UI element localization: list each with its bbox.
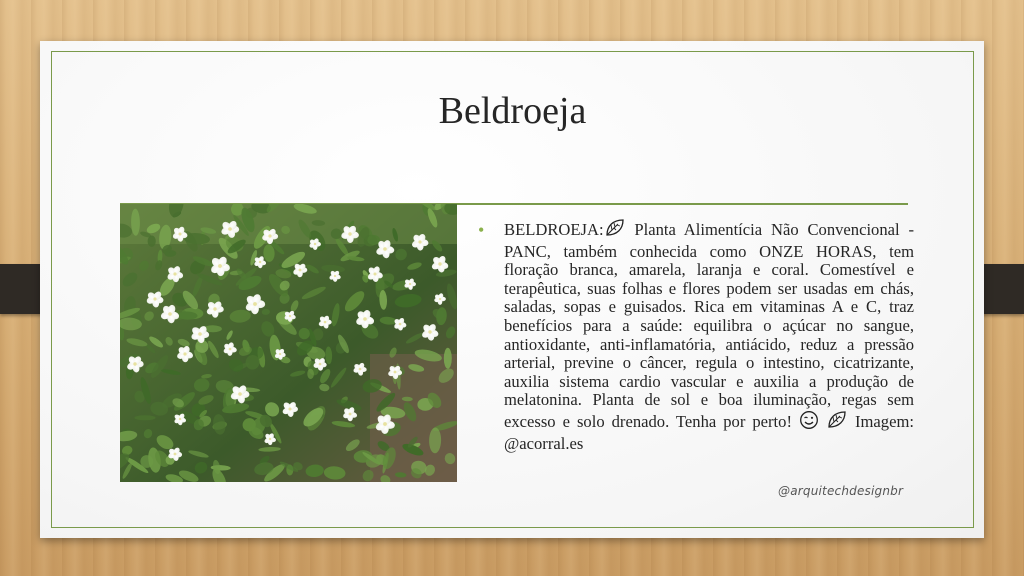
author-credit: @arquitechdesignbr	[778, 484, 904, 498]
slide-title: Beldroeja	[438, 90, 587, 132]
wink-emoji-icon	[799, 410, 819, 435]
bullet-icon: •	[478, 220, 485, 240]
description-text	[504, 218, 914, 453]
plant-photo	[120, 204, 457, 482]
image-credit-text: Imagem: @acorral.es	[504, 411, 914, 453]
leaf-icon	[826, 410, 848, 435]
description-textbox	[478, 218, 914, 453]
description-main-text: Planta Alimentícia Não Convencional - PANC, também conhecida como ONZE HORAS, tem floração branca, amarela, laranja e coral. Comestível e terapêutica, suas folhas e flores podem ser usadas em chás, saladas, sopas e guisados. Rica em vitaminas A e C, traz benefícios para a saúde: equilibra o açúcar no sangue, antioxidante, anti-inflamatória, antiácido, reduz a pressão arterial, previne o câncer, regula o intestino, cicatrizante, auxilia sistema cardio vascular e auxilia a produção de melatonina. Planta de sol e boa iluminação, regas sem excesso e solo drenado. Tenha por perto!	[504, 220, 914, 431]
plant-name-label: BELDROEJA:	[504, 220, 604, 239]
leaf-icon	[604, 218, 626, 243]
